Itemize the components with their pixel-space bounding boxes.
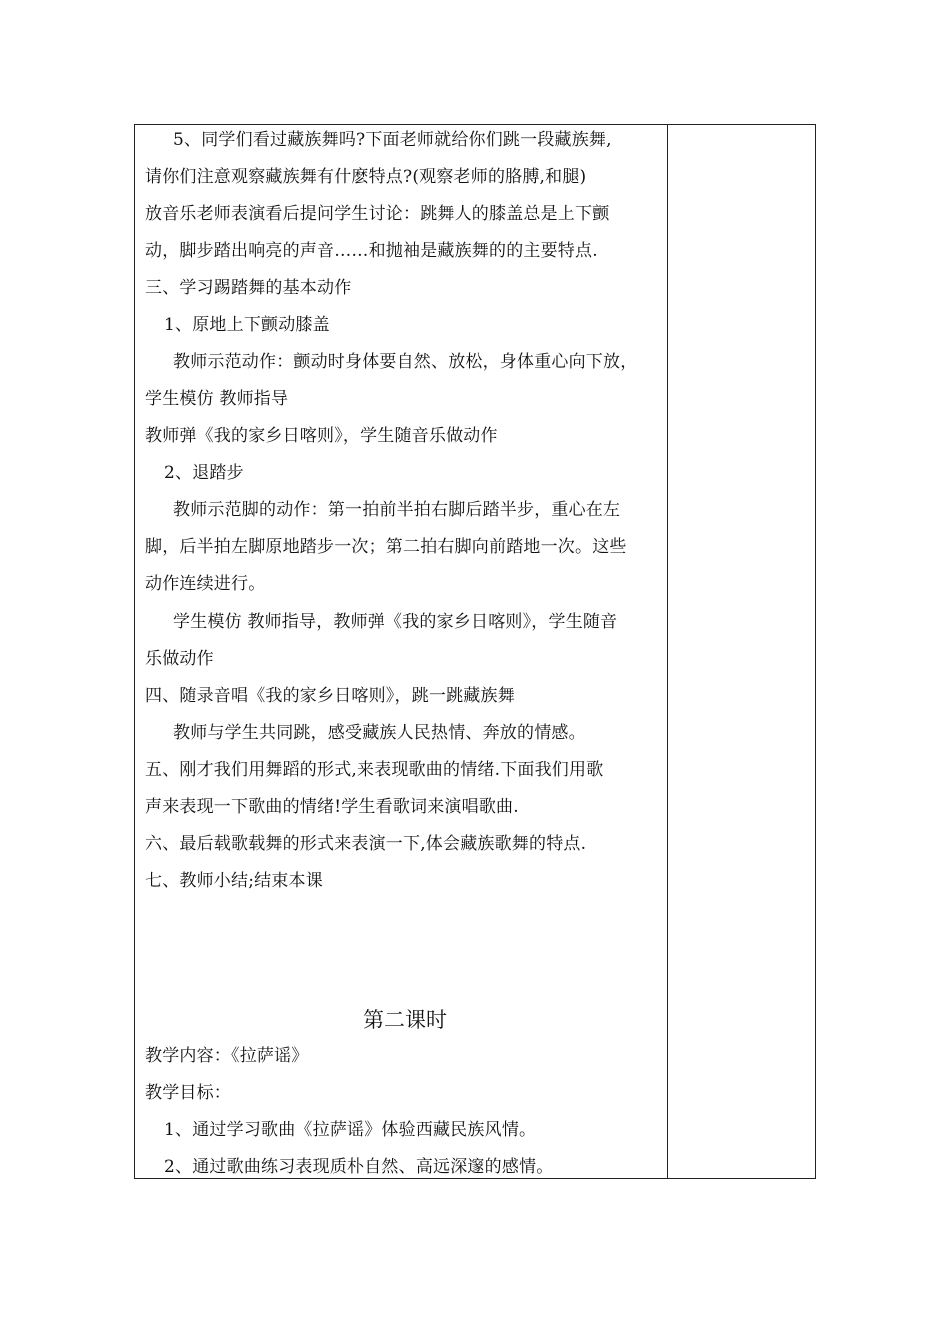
lesson-plan-table [134,124,816,1179]
text-line: 脚，后半拍左脚原地踏步一次；第二拍右脚向前踏地一次。这些 [145,537,627,557]
text-line: 动作连续进行。 [145,574,266,594]
text-line: 五、刚才我们用舞蹈的形式,来表现歌曲的情绪.下面我们用歌 [145,760,604,780]
text-line: 教师弹《我的家乡日喀则》，学生随音乐做动作 [145,426,498,446]
text-line: 5、同学们看过藏族舞吗?下面老师就给你们跳一段藏族舞, [173,130,612,150]
text-line: 声来表现一下歌曲的情绪!学生看歌词来演唱歌曲. [145,797,519,817]
text-line: 教师示范动作：颤动时身体要自然、放松，身体重心向下放， [173,352,638,372]
column-divider [667,125,668,1178]
text-line: 放音乐老师表演看后提问学生讨论：跳舞人的膝盖总是上下颤 [145,204,610,224]
text-line: 学生模仿 教师指导 [145,389,289,409]
text-line: 教学目标： [145,1083,231,1103]
text-line: 学生模仿 教师指导，教师弹《我的家乡日喀则》，学生随音 [173,612,618,632]
text-line: 1、原地上下颤动膝盖 [164,315,330,335]
text-line: 请你们注意观察藏族舞有什麽特点?(观察老师的胳膊,和腿) [145,167,587,187]
text-line: 教学内容：《拉萨谣》 [145,1046,309,1066]
text-line: 乐做动作 [145,649,214,669]
text-line: 六、最后载歌载舞的形式来表演一下,体会藏族歌舞的特点. [145,834,587,854]
text-line: 教师与学生共同跳，感受藏族人民热情、奔放的情感。 [173,723,586,743]
text-line: 四、随录音唱《我的家乡日喀则》，跳一跳藏族舞 [145,686,515,706]
text-line: 2、通过歌曲练习表现质朴自然、高远深邃的感情。 [164,1157,554,1177]
text-line: 1、通过学习歌曲《拉萨谣》体验西藏民族风情。 [164,1120,537,1140]
text-line: 2、退踏步 [164,463,244,483]
text-line: 七、教师小结;结束本课 [145,871,323,891]
text-line: 三、学习踢踏舞的基本动作 [145,278,352,298]
text-line: 动，脚步踏出响亮的声音……和抛袖是藏族舞的的主要特点. [145,241,598,261]
text-line: 教师示范脚的动作：第一拍前半拍右脚后踏半步，重心在左 [173,500,621,520]
section-title: 第二课时 [363,1008,447,1032]
